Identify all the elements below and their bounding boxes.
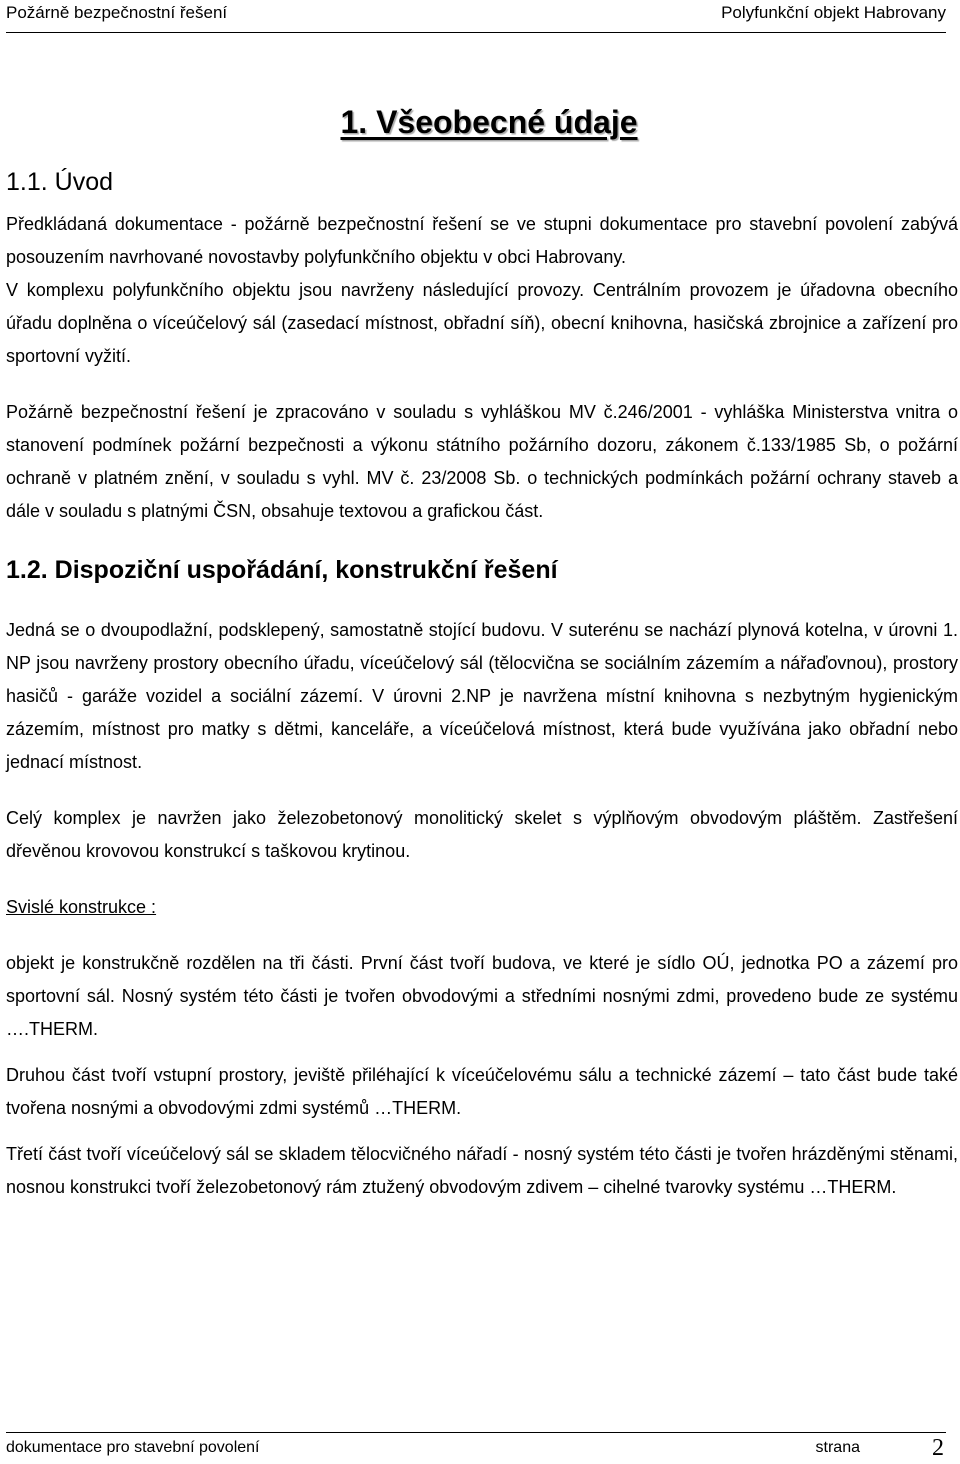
footer-page-number: 2 bbox=[932, 1435, 944, 1461]
page-footer bbox=[6, 1432, 946, 1461]
section-title-intro: 1.1. Úvod bbox=[6, 168, 114, 196]
main-title: 1. Všeobecné údaje bbox=[340, 104, 638, 140]
paragraph-layout-2: Celý komplex je navržen jako železobetonový monolitický skelet s výplňovým obvodovým pláštěm. Zastřešení dřevěnou krovovou konstrukcí s taškovou krytinou. bbox=[6, 808, 958, 861]
section-title-layout: 1.2. Dispoziční uspořádání, konstrukční řešení bbox=[6, 556, 558, 584]
header-left-title: Požárně bezpečnostní řešení bbox=[6, 3, 228, 22]
header-right-title: Polyfunkční objekt Habrovany bbox=[721, 3, 946, 22]
page-header bbox=[6, 0, 946, 33]
vertical-structures-label: Svislé konstrukce : bbox=[6, 897, 157, 917]
paragraph-intro-2: V komplexu polyfunkčního objektu jsou navrženy následující provozy. Centrálním provozem je úřadovna obecního úřadu doplněna o víceúčelový sál (zasedací místnost, obřadní síň), obecní knihovna, hasičská zbrojnice a zařízení pro sportovní vyžití. bbox=[6, 280, 958, 366]
paragraph-intro-1: Předkládaná dokumentace - požárně bezpečnostní řešení se ve stupni dokumentace pro stavební povolení zabývá posouzením navrhované novostavby polyfunkčního objektu v obci Habrovany. bbox=[6, 214, 958, 267]
footer-page-label: strana bbox=[815, 1439, 860, 1456]
footer-document-type: dokumentace pro stavební povolení bbox=[6, 1439, 260, 1456]
paragraph-layout-1: Jedná se o dvoupodlažní, podsklepený, samostatně stojící budovu. V suterénu se nachází plynová kotelna, v úrovni 1. NP jsou navrženy prostory obecního úřadu, víceúčelový sál (tělocvična se sociálním zázemím a nářaďovnou), prostory hasičů - garáže vozidel a sociální zázemí. V úrovni 2.NP je navržena místní knihovna s nezbytným hygienickým zázemím, místnost pro matky s dětmi, kanceláře, a víceúčelová místnost, která bude využívána jako obřadní nebo jednací místnost. bbox=[6, 620, 958, 772]
subsection-label-vertical-structures bbox=[6, 891, 958, 924]
paragraph-legal-basis: Požárně bezpečnostní řešení je zpracováno v souladu s vyhláškou MV č.246/2001 - vyhláška Ministerstva vnitra o stanovení podmínek požární bezpečnosti a výkonu státního požárního dozoru, zákonem č.133/1985 Sb, o požární ochraně v platném znění, v souladu s vyhl. MV č. 23/2008 Sb. o technických podmínkách požární ochrany staveb a dále v souladu s platnými ČSN, obsahuje textovou a grafickou část. bbox=[6, 402, 958, 521]
document-body bbox=[6, 96, 958, 1204]
paragraph-structure-2: Druhou část tvoří vstupní prostory, jeviště přiléhající k víceúčelovému sálu a technické zázemí – tato část bude také tvořena nosnými a obvodovými zdmi systémů …THERM. bbox=[6, 1065, 958, 1118]
paragraph-structure-3: Třetí část tvoří víceúčelový sál se skladem tělocvičného nářadí - nosný systém této části je tvořen hrázděnými stěnami, nosnou konstrukci tvoří železobetonový rám ztužený obvodovým zdivem – cihelné tvarovky systému …THERM. bbox=[6, 1144, 958, 1197]
paragraph-structure-1: objekt je konstrukčně rozdělen na tři části. První část tvoří budova, ve které je sídlo OÚ, jednotka PO a zázemí pro sportovní sál. Nosný systém této části je tvořen obvodovými a středními nosnými zdmi, provedeno bude ze systému ….THERM. bbox=[6, 953, 958, 1039]
